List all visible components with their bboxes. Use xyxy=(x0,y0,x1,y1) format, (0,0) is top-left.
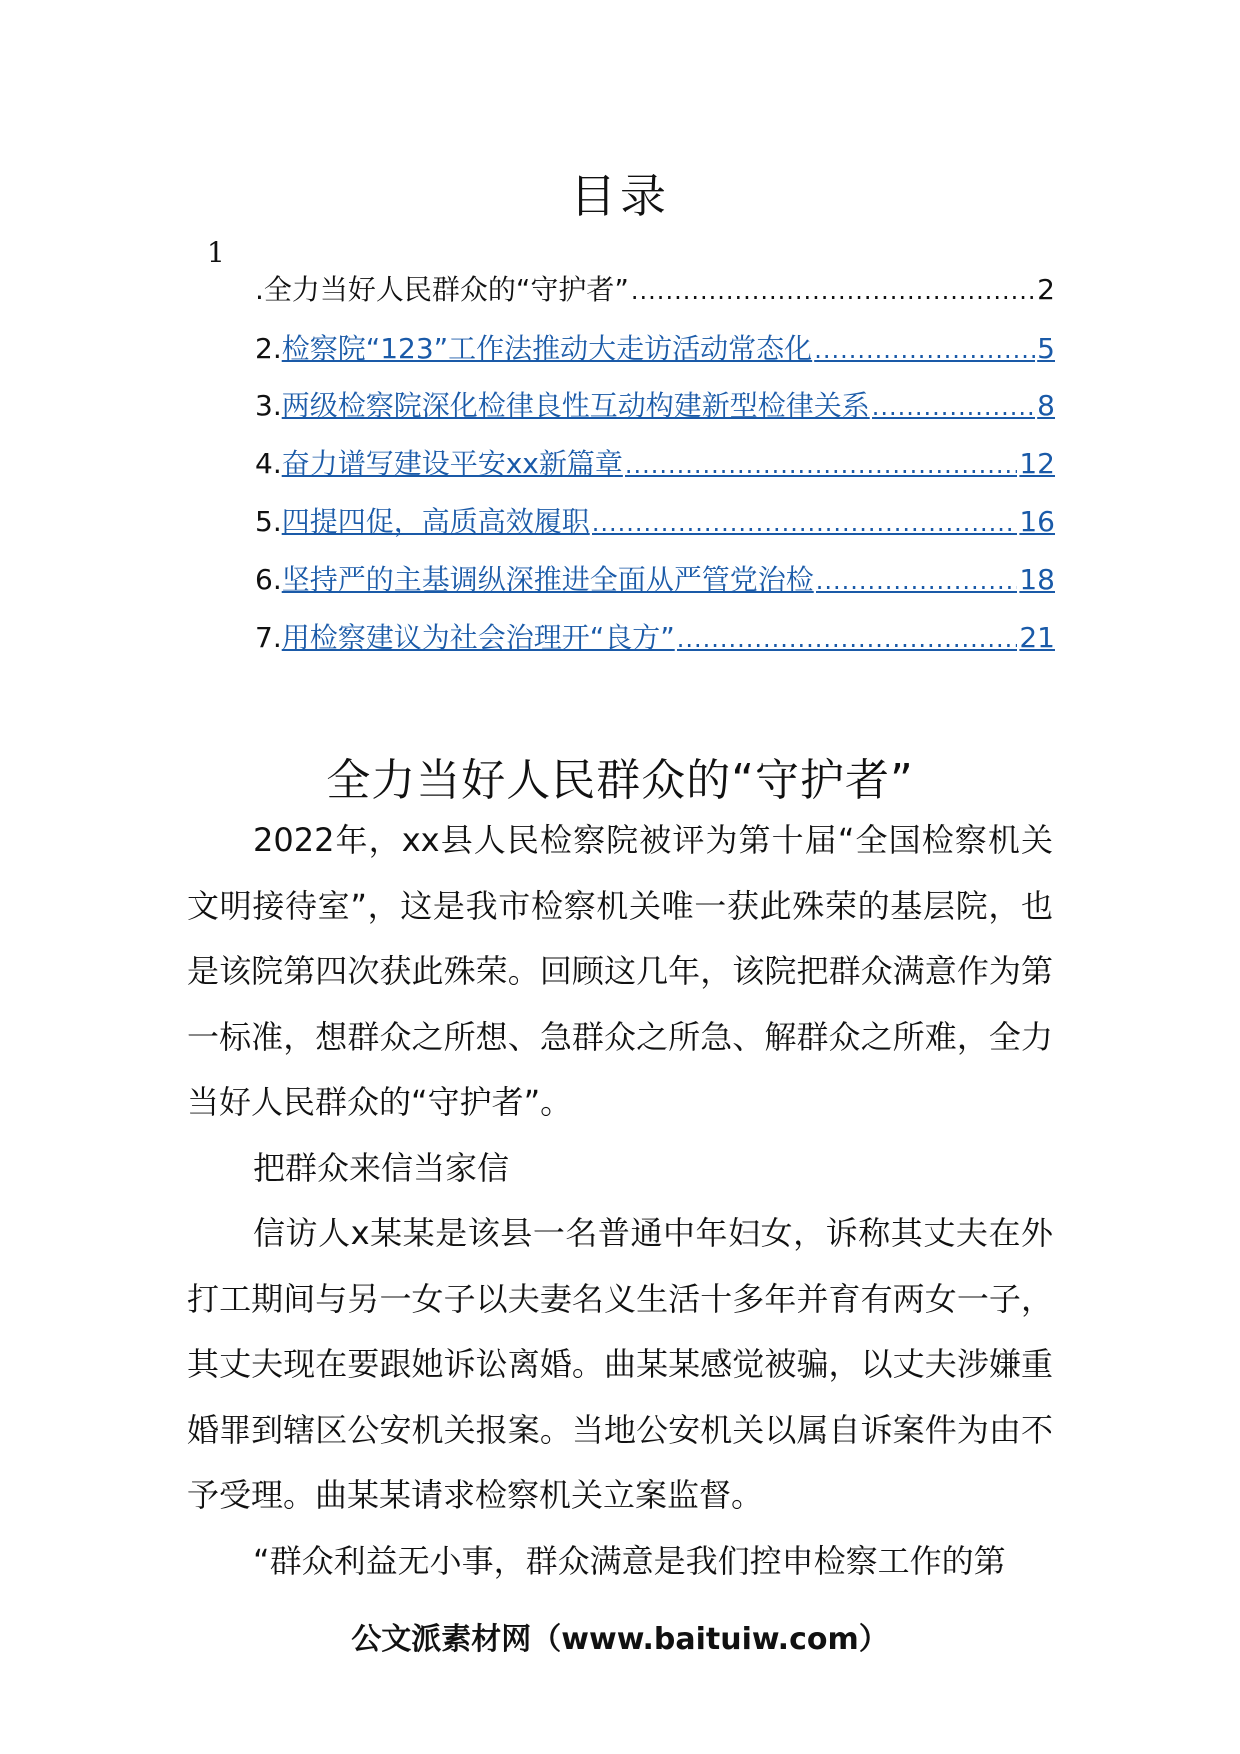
paragraph: 信访人x某某是该县一名普通中年妇女，诉称其丈夫在外打工期间与另一女子以夫妻名义生活十多年并育有两女一子，其丈夫现在要跟她诉讼离婚。曲某某感觉被骗，以丈夫涉嫌重婚罪到辖区公安机关报案。当地公安机关以属自诉案件为由不予受理。曲某某请求检察机关立案监督。 xyxy=(187,1214,1053,1514)
toc-entry-4[interactable] xyxy=(255,440,1055,484)
toc-leader-dots xyxy=(592,508,1018,542)
toc-leader-dots xyxy=(631,276,1035,310)
toc-entry-number: 5. xyxy=(255,505,282,538)
toc-lead-number: 1 xyxy=(207,236,225,269)
paragraph: 2022年，xx县人民检察院被评为第十届“全国检察机关文明接待室”，这是我市检察机关唯一获此殊荣的基层院，也是该院第四次获此殊荣。回顾这几年，该院把群众满意作为第一标准，想群众之所想、急群众之所急、解群众之所难，全力当好人民群众的“守护者”。 xyxy=(187,821,1053,1121)
toc-leader-dots xyxy=(677,624,1018,658)
toc-entry-6[interactable] xyxy=(255,556,1055,600)
toc-entry-2[interactable] xyxy=(255,325,1055,369)
toc-entry-page[interactable]: 8 xyxy=(1037,389,1055,422)
article-title: 全力当好人民群众的“守护者” xyxy=(326,755,914,806)
toc-entry-page[interactable]: 18 xyxy=(1019,563,1055,596)
toc-entry-page[interactable]: 16 xyxy=(1019,505,1055,538)
toc-entry-number: 6. xyxy=(255,563,282,596)
toc-leader-dots xyxy=(814,335,1035,369)
toc-entry-link[interactable]: 坚持严的主基调纵深推进全面从严管党治检 xyxy=(281,563,814,596)
toc-title: 目录 xyxy=(570,169,670,223)
toc-entry-number: 4. xyxy=(255,447,282,480)
toc-entry-link[interactable]: 用检察建议为社会治理开“良方” xyxy=(281,621,675,654)
toc-entry-page[interactable]: 5 xyxy=(1037,332,1055,365)
section-heading: 把群众来信当家信 xyxy=(253,1148,510,1187)
toc-entry-page[interactable]: 21 xyxy=(1019,621,1055,654)
toc-entry-number: 3. xyxy=(255,389,282,422)
toc-entry-link[interactable]: 奋力谱写建设平安xx新篇章 xyxy=(281,447,623,480)
toc-entry-link[interactable]: 两级检察院深化检律良性互动构建新型检律关系 xyxy=(281,389,870,422)
toc-entry-1[interactable] xyxy=(255,266,1055,310)
toc-entry-number: 7. xyxy=(255,621,282,654)
toc-leader-dots xyxy=(816,566,1018,600)
toc-entry-page[interactable]: 12 xyxy=(1019,447,1055,480)
article-body xyxy=(187,808,1053,1594)
toc-entry-link[interactable]: 检察院“123”工作法推动大走访活动常态化 xyxy=(281,332,813,365)
toc-entry-link[interactable]: 四提四促，高质高效履职 xyxy=(281,505,590,538)
toc-entry-3[interactable] xyxy=(255,382,1055,426)
toc-entry-7[interactable] xyxy=(255,614,1055,658)
toc-entry-5[interactable] xyxy=(255,498,1055,542)
toc-entry-page: 2 xyxy=(1037,273,1055,306)
toc-leader-dots xyxy=(872,392,1035,426)
toc-entry-text: .全力当好人民群众的“守护者” xyxy=(255,273,629,306)
toc-leader-dots xyxy=(625,450,1017,484)
paragraph: “群众利益无小事，群众满意是我们控申检察工作的第 xyxy=(253,1541,1006,1580)
toc-entry-number: 2. xyxy=(255,332,282,365)
footer-watermark: 公文派素材网（www.baituiw.com） xyxy=(351,1622,889,1657)
